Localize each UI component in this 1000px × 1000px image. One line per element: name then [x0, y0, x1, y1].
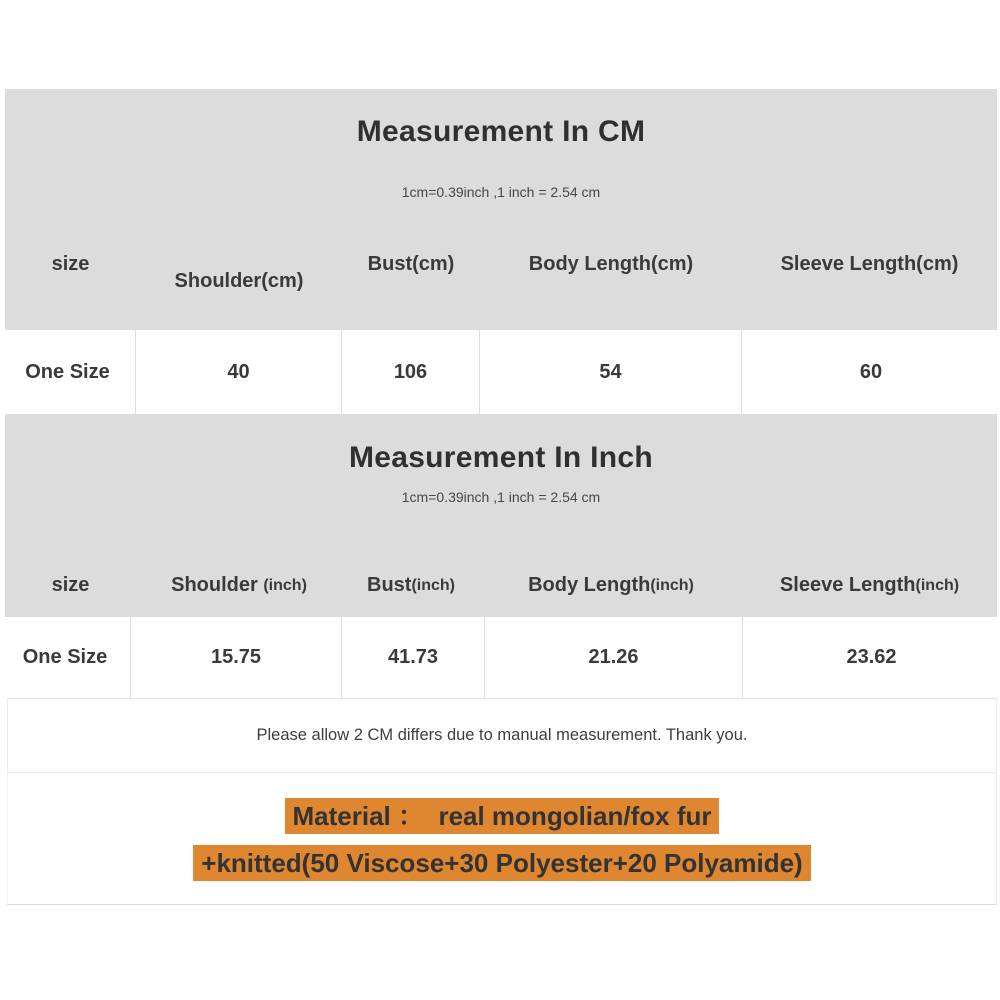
inch-header-body-length-label: Body Length — [528, 574, 651, 596]
cm-value-bust: 106 — [342, 330, 480, 414]
inch-header-row — [5, 574, 997, 597]
inch-header-body-length — [480, 574, 742, 597]
cm-data-row — [0, 330, 1000, 414]
cm-section-title: Measurement In CM — [356, 115, 646, 148]
inch-header-sleeve-length-label: Sleeve Length — [779, 574, 916, 596]
cm-value-body-length: 54 — [480, 330, 742, 414]
inch-header-bust-label: Bust — [367, 574, 412, 596]
inch-header-size-label: size — [51, 574, 90, 596]
cm-conversion-note: 1cm=0.39inch ,1 inch = 2.54 cm — [401, 184, 601, 200]
cm-header-sleeve-length: Sleeve Length(cm) — [780, 253, 959, 275]
material-line-2: +knitted(50 Viscose+30 Polyester+20 Polyamide) — [193, 845, 810, 881]
material-info — [7, 774, 997, 905]
inch-header-sleeve-length — [742, 574, 997, 597]
cm-value-size: One Size — [0, 330, 136, 414]
inch-value-body-length: 21.26 — [485, 617, 743, 698]
inch-value-shoulder: 15.75 — [131, 617, 342, 698]
inch-header-shoulder-unit: (inch) — [263, 576, 307, 594]
inch-header-sleeve-length-unit: (inch) — [915, 576, 960, 594]
inch-header-size — [5, 574, 136, 597]
cm-header-row — [5, 253, 997, 292]
inch-value-bust: 41.73 — [342, 617, 485, 698]
cm-header-body-length: Body Length(cm) — [528, 253, 694, 275]
cm-value-shoulder: 40 — [136, 330, 342, 414]
cm-section — [5, 89, 997, 330]
inch-header-bust — [342, 574, 480, 597]
inch-section-title: Measurement In Inch — [348, 441, 654, 474]
inch-header-bust-unit: (inch) — [411, 576, 455, 594]
inch-conversion-note: 1cm=0.39inch ,1 inch = 2.54 cm — [401, 489, 601, 505]
inch-value-size: One Size — [0, 617, 131, 698]
inch-value-sleeve-length: 23.62 — [846, 646, 897, 668]
cm-value-sleeve-length: 60 — [859, 360, 883, 383]
inch-header-shoulder-label: Shoulder — [171, 574, 264, 596]
inch-section — [5, 414, 997, 617]
cm-header-size: size — [51, 253, 90, 275]
inch-data-row — [0, 617, 1000, 698]
measurement-disclaimer-text: Please allow 2 CM differs due to manual measurement. Thank you. — [256, 726, 748, 744]
inch-header-body-length-unit: (inch) — [650, 576, 694, 594]
inch-header-shoulder — [136, 574, 342, 597]
measurement-disclaimer — [7, 698, 997, 773]
cm-header-bust: Bust(cm) — [367, 253, 455, 275]
material-line-1: Material ： real mongolian/fox fur — [285, 798, 720, 834]
cm-header-shoulder: Shoulder(cm) — [174, 270, 304, 292]
